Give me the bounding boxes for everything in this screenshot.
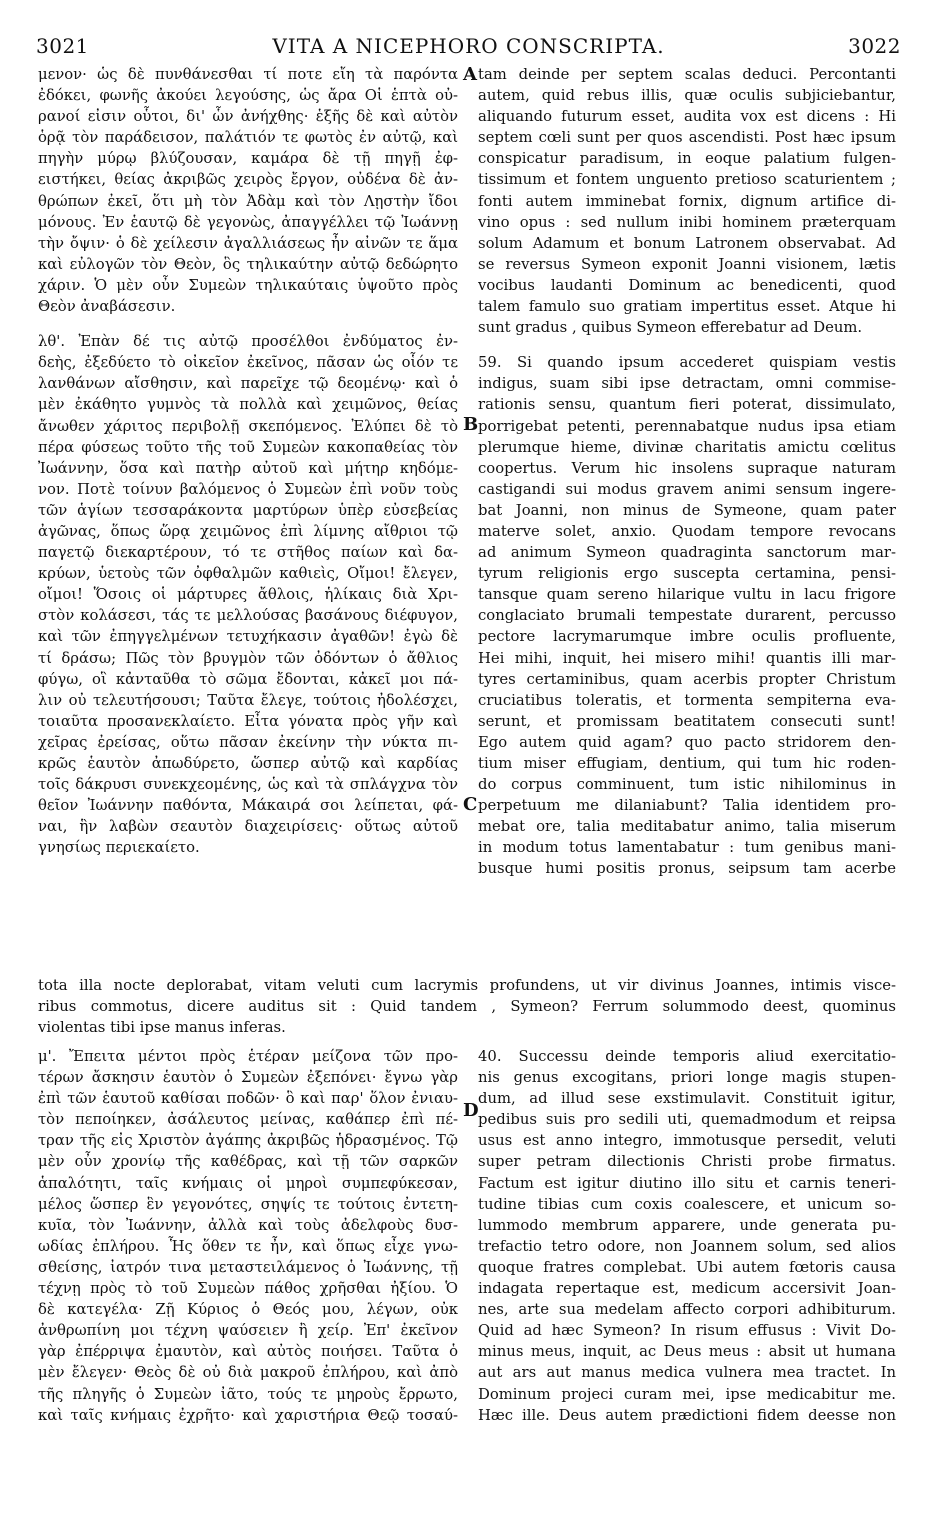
- text-line: τοιαῦτα προσανεκλαίετο. Εἶτα γόνατα πρὸς γῆν καὶ: [38, 712, 458, 730]
- greek-column-top: [38, 64, 458, 858]
- text-line: tota illa nocte deplorabat, vitam veluti cum lacrymis profundens, ut vir divinus Joannes, intimis visce-: [38, 977, 896, 994]
- text-line: dum, ad illud sese exstimulavit. Constituit igitur,: [478, 1090, 896, 1108]
- text-line: τῆς πληγῆς ὁ Συμεὼν ἰᾶτο, τούς τε μηροὺς ἔρρωτο,: [38, 1385, 458, 1403]
- text-line: γνησίως περιεκαίετο.: [38, 839, 200, 857]
- text-line: tyrum religionis ergo suscepta certamina, pensi-: [478, 565, 896, 583]
- text-line: Hæc ille. Deus autem prædictioni fidem deesse non: [478, 1406, 896, 1424]
- text-line: Ego autem quid agam? quo pacto stridorem den-: [478, 733, 896, 751]
- text-line: ἀνθρωπίνη μοι τέχνη ψαύσειεν ἢ χείρ. Ἐπ' ἐκεῖνον: [38, 1322, 458, 1340]
- text-line: violentas tibi ipse manus inferas.: [38, 1019, 286, 1037]
- paragraph-gap: [38, 317, 458, 331]
- text-line: 59. Si quando ipsum accederet quispiam vestis: [478, 354, 896, 372]
- greek-column-bottom: [38, 1046, 458, 1426]
- margin-letter-a: A: [463, 64, 477, 85]
- text-line: ειστήκει, θείας ἀκριβῶς χειρὸς ἔργον, οὐδένα δὲ ἀν-: [38, 171, 458, 189]
- text-line: τὴν ὄψιν· ὁ δὲ χείλεσιν ἀγαλλιάσεως ἦν αἰνῶν τε ἅμα: [38, 234, 458, 252]
- text-line: ἐπὶ τῶν ἑαυτοῦ καθίσαι ποδῶν· ὃ καὶ παρ' ὅλον ἐνιαυ-: [38, 1090, 458, 1108]
- text-line: bat Joanni, non minus de Symeone, quam pater: [478, 501, 896, 519]
- text-line: coopertus. Verum hic insolens supraque naturam: [478, 459, 896, 477]
- text-line: tyres certaminibus, quam acerbis propter Christum: [478, 670, 896, 688]
- text-line: usus est anno integro, immotusque persedit, veluti: [478, 1132, 896, 1150]
- text-line: pedibus suis pro sedili uti, quemadmodum et reipsa: [478, 1111, 896, 1129]
- margin-letter-d: D: [463, 1100, 479, 1121]
- text-line: μόνους. Ἐν ἑαυτῷ δὲ γεγονὼς, ἀπαγγέλλει τῷ Ἰωάννῃ: [38, 213, 458, 231]
- text-line: τραν τῆς εἰς Χριστὸν ἀγάπης ἀκριβῶς ἡδρασμένος. Τῷ: [38, 1132, 458, 1150]
- text-line: conglaciato brumali tempestate durarent, percusso: [478, 607, 896, 625]
- text-line: quoque fratres complebat. Ubi autem fœtoris causa: [478, 1258, 896, 1276]
- text-line: κυῖα, τὸν Ἰωάννην, ἀλλὰ καὶ τοὺς ἀδελφοὺς δυσ-: [38, 1216, 458, 1234]
- text-line: παγετῷ διεκαρτέρουν, τό τε στῆθος παίων καὶ δα-: [38, 544, 458, 562]
- page-header: [36, 34, 901, 60]
- text-line: indigus, suam sibi ipse detractam, omni commise-: [478, 375, 896, 393]
- text-line: aliquando futurum esset, audita vox est dicens : Hi: [478, 108, 896, 126]
- text-line: θρώπων ἐκεῖ, ὅτι μὴ τὸν Ἀδὰμ καὶ τὸν Λῃστὴν ἴδοι: [38, 192, 458, 210]
- text-line: nis genus excogitans, priori longe magis stupen-: [478, 1069, 896, 1087]
- text-line: conspicatur paradisum, in eoque palatium fulgen-: [478, 150, 896, 168]
- text-line: τὸν πεποίηκεν, ἀσάλευτος μείνας, καθάπερ ἐπὶ πέ-: [38, 1111, 458, 1129]
- text-line: ἁπαλότητι, ταῖς κνήμαις οἱ μηροὶ συμπεφύκεσαν,: [38, 1174, 458, 1192]
- text-line: δὲ κατεγέλα· Ζῇ Κύριος ὁ Θεός μου, λέγων, οὐκ: [38, 1301, 458, 1319]
- text-line: χεῖρας ἐρείσας, οὕτω πᾶσαν ἐκείνην τὴν νύκτα πι-: [38, 733, 458, 751]
- text-line: κρῶς ἑαυτὸν ἀπωδύρετο, ὥσπερ αὐτῷ καὶ καρδίας: [38, 755, 458, 772]
- text-line: serunt, et promissam beatitatem consecuti sunt!: [478, 712, 896, 730]
- text-line: ναι, ἣν λαβὼν σεαυτὸν διαχειρίσεις· οὕτως αὐτοῦ: [38, 818, 458, 836]
- text-line: in modum totus lamentabatur : tum genibus mani-: [478, 839, 896, 857]
- text-line: μέλος ὥσπερ ἓν γεγονότες, σηψίς τε τούτοις ἐντετη-: [38, 1195, 458, 1213]
- text-line: μὲν ἔλεγεν· Θεὸς δὲ οὐ διὰ μακροῦ ἐπλήρου, καὶ ἀπὸ: [38, 1364, 458, 1382]
- text-line: porrigebat petenti, perennabatque nudus ipsa etiam: [478, 417, 896, 435]
- text-line: do corpus comminuent, tum istic nihilominus in: [478, 776, 896, 794]
- text-line: μὲν οὖν χρονίῳ τῆς καθέδρας, καὶ τῇ τῶν σαρκῶν: [38, 1153, 458, 1171]
- text-line: ρανοί εἰσιν οὗτοι, δι' ὧν ἀνήχθης· ἑξῆς δὲ καὶ αὐτὸν: [38, 108, 458, 126]
- text-line: λιν οὐ τελευτήσουσι; Ταῦτα ἔλεγε, τούτοις ἠδολέσχει,: [38, 691, 458, 709]
- text-line: super petram dilectionis Christi probe firmatus.: [478, 1153, 896, 1171]
- running-title: VITA A NICEPHORO CONSCRIPTA.: [272, 34, 665, 58]
- text-line: τοῖς δάκρυσι συνεκχεομένης, ὡς καὶ τὰ σπλάγχνα τὸν: [38, 776, 458, 794]
- text-line: tansque quam sereno hilarique vultu in lacu frigore: [478, 586, 896, 604]
- text-line: perpetuum me dilaniabunt? Talia identidem pro-: [478, 797, 896, 815]
- text-line: σθείσης, ἰατρόν τινα μεταστειλάμενος ὁ Ἰωάννης, τῇ: [38, 1258, 458, 1276]
- text-line: Factum est igitur diutino illo situ et carnis teneri-: [478, 1174, 896, 1192]
- text-line: ἀγῶνας, ὅπως ὥρᾳ χειμῶνος ἐπὶ λίμνης αἴθριοι τῷ: [38, 522, 458, 540]
- text-line: cruciatibus toleratis, et tormenta sempiterna eva-: [478, 691, 896, 709]
- text-line: aut ars aut manus medica vulnera mea tractet. In: [478, 1364, 896, 1382]
- text-line: καὶ ταῖς κνήμαις ἐχρῆτο· καὶ χαριστήρια Θεῷ τοσαύ-: [38, 1406, 458, 1424]
- text-line: se reversus Symeon exponit Joanni visionem, lætis: [478, 255, 896, 273]
- text-line: solum Adamum et bonum Latronem observabat. Ad: [478, 234, 896, 252]
- text-line: tam deinde per septem scalas deduci. Percontanti: [478, 66, 896, 83]
- text-line: septem cœli sunt per quos ascendisti. Post hæc ipsum: [478, 129, 896, 147]
- text-line: στὸν κολάσεσι, τάς τε μελλούσας βασάνους διέφυγον,: [38, 607, 458, 625]
- text-line: τῶν ἁγίων τεσσαράκοντα μαρτύρων ὑπὲρ εὐσεβείας: [38, 501, 458, 519]
- text-line: δεὴς, ἐξεδύετο τὸ οἰκεῖον ἐκεῖνος, πᾶσαν ὡς οἷόν τε: [38, 354, 458, 372]
- text-line: talem famulo suo gratiam impertitus esset. Atque hi: [478, 298, 896, 316]
- text-line: ribus commotus, dicere auditus sit : Quid tandem , Symeon? Ferrum solummodo deest, quominus: [38, 998, 896, 1016]
- text-line: Dominum projeci curam mei, ipse medicabitur me.: [478, 1385, 896, 1403]
- text-line: γὰρ ἐπέρριψα ἐμαυτὸν, καὶ αὐτὸς ποιήσει. Ταῦτα ὁ: [38, 1343, 458, 1361]
- text-line: sunt gradus , quibus Symeon efferebatur ad Deum.: [478, 319, 863, 337]
- latin-full-width-passage: [38, 975, 896, 1038]
- text-line: fonti autem imminebat fornix, dignum artifice di-: [478, 192, 896, 210]
- margin-letter-b: B: [463, 414, 479, 435]
- text-line: τέρων ἄσκησιν ἑαυτὸν ὁ Συμεὼν ἐξεπόνει· ἔγνω γὰρ: [38, 1069, 458, 1087]
- paragraph-gap: [478, 338, 896, 352]
- text-line: ὁρᾷ τὸν παράδεισον, παλάτιόν τε φωτὸς ἐν αὐτῷ, καὶ: [38, 129, 458, 147]
- text-line: μ'. Ἔπειτα μέντοι πρὸς ἑτέραν μείζονα τῶν προ-: [38, 1048, 458, 1065]
- text-line: μὲν ἐκάθητο γυμνὸς τὰ πολλὰ καὶ χειμῶνος, θείας: [38, 396, 458, 414]
- text-line: θεῖον Ἰωάννην παθόντα, Μάκαιρά σοι λείπεται, φά-: [38, 797, 458, 815]
- text-line: tudine tibias cum coxis coalescere, et unicum so-: [478, 1195, 896, 1213]
- text-line: λανθάνων αἴσθησιν, καὶ παρεῖχε τῷ δεομένῳ· καὶ ὁ: [38, 375, 458, 393]
- text-line: πέρα φύσεως τοῦτο τῆς τοῦ Συμεὼν κακοπαθείας τὸν: [38, 438, 458, 456]
- text-line: busque humi positis pronus, seipsum tam acerbe: [478, 860, 896, 878]
- text-line: tium miser effugiam, dentium, qui tum hic roden-: [478, 755, 896, 772]
- text-line: τί δράσω; Πῶς τὸν βρυγμὸν τῶν ὀδόντων ὁ ἄθλιος: [38, 649, 458, 667]
- text-line: τέχνῃ πρὸς τὸ τοῦ Συμεὼν πάθος χρῆσθαι ἠξίου. Ὁ: [38, 1280, 458, 1298]
- text-line: Quid ad hæc Symeon? In risum effusus : Vivit Do-: [478, 1322, 896, 1340]
- text-line: καὶ τῶν ἐπηγγελμένων τετυχήκασιν ἀγαθῶν! ἐγὼ δὲ: [38, 628, 458, 646]
- text-line: plerumque hieme, divinæ charitatis amictu cœlitus: [478, 438, 896, 456]
- text-line: πηγὴν μύρῳ βλύζουσαν, καμάρα δὲ τῇ πηγῇ ἐφ-: [38, 150, 458, 168]
- text-line: φύγω, οἳ κἀνταῦθα τὸ σῶμα ἔδονται, κἀκεῖ μοι πά-: [38, 670, 458, 688]
- text-line: Θεὸν ἀναβάσεσιν.: [38, 298, 176, 316]
- text-line: μενον· ὡς δὲ πυνθάνεσθαι τί ποτε εἴη τὰ παρόντα: [38, 66, 458, 83]
- text-line: materve solet, anxio. Quodam tempore revocans: [478, 522, 896, 540]
- text-line: autem, quid rebus illis, quæ oculis subjiciebantur,: [478, 87, 896, 105]
- text-line: lummodo membrum apparere, unde generata pu-: [478, 1216, 896, 1234]
- text-line: Hei mihi, inquit, hei misero mihi! quantis illi mar-: [478, 649, 896, 667]
- text-line: 40. Successu deinde temporis aliud exercitatio-: [478, 1048, 896, 1065]
- text-line: νον. Ποτὲ τοίνυν βαλόμενος ὁ Συμεὼν ἐπὶ νοῦν τοὺς: [38, 480, 458, 498]
- text-line: λθ'. Ἐπὰν δέ τις αὐτῷ προσέλθοι ἐνδύματος ἐν-: [38, 333, 458, 351]
- text-line: castigandi sui modus gravem animi sensum ingere-: [478, 480, 896, 498]
- text-line: vocibus laudanti Dominum ac benedicenti, quod: [478, 276, 896, 294]
- text-line: ἄνωθεν χάριτος περιβολῇ σκεπόμενος. Ἐλύπει δὲ τὸ: [38, 417, 458, 435]
- text-line: minus meus, inquit, ac Deus meus : absit ut humana: [478, 1343, 896, 1361]
- text-line: ad animum Symeon quadraginta sanctorum mar-: [478, 544, 896, 562]
- margin-letter-c: C: [463, 794, 478, 815]
- text-line: rationis sensu, quantum fieri poterat, dissimulato,: [478, 396, 896, 414]
- text-line: κρύων, ὑετοὺς τῶν ὀφθαλμῶν καθιεὶς, Οἴμοι! ἔλεγεν,: [38, 565, 458, 583]
- text-line: pectore lacrymarumque imbre oculis profluente,: [478, 628, 896, 646]
- text-line: χάριν. Ὁ μὲν οὖν Συμεὼν τηλικαύταις ὑψοῦτο πρὸς: [38, 276, 458, 294]
- text-line: indagata repertaque est, medicum accersivit Joan-: [478, 1280, 896, 1298]
- text-line: ἐδόκει, φωνῆς ἀκούει λεγούσης, ὡς ἄρα Οἱ ἑπτὰ οὐ-: [38, 87, 458, 105]
- text-line: οἴμοι! Ὅσοις οἱ μάρτυρες ἄθλοις, ἡλίκαις διὰ Χρι-: [38, 586, 458, 604]
- text-line: Ἰωάννην, ὅσα καὶ πατὴρ αὐτοῦ καὶ μήτηρ κηδόμε-: [38, 459, 458, 477]
- text-line: tissimum et fontem unguento pretioso scaturientem ;: [478, 171, 896, 189]
- text-line: nes, arte sua medelam affecto corpori adhibiturum.: [478, 1301, 896, 1319]
- text-line: vino opus : sed nullum inibi hominem præterquam: [478, 213, 896, 231]
- page-number-left: 3021: [36, 34, 89, 58]
- text-line: mebat ore, talia meditabatur animo, talia miserum: [478, 818, 896, 836]
- latin-column-top: [478, 64, 896, 880]
- text-line: καὶ εὐλογῶν τὸν Θεὸν, ὃς τηλικαύτην αὐτῷ δεδώρητο: [38, 255, 458, 273]
- latin-column-bottom: [478, 1046, 896, 1426]
- text-line: trefactio tetro odore, non Joannem solum, sed alios: [478, 1237, 896, 1255]
- text-line: ωδίας ἐπλήρου. Ἧς ὅθεν τε ἦν, καὶ ὅπως εἶχε γνω-: [38, 1237, 458, 1255]
- page-number-right: 3022: [848, 34, 901, 58]
